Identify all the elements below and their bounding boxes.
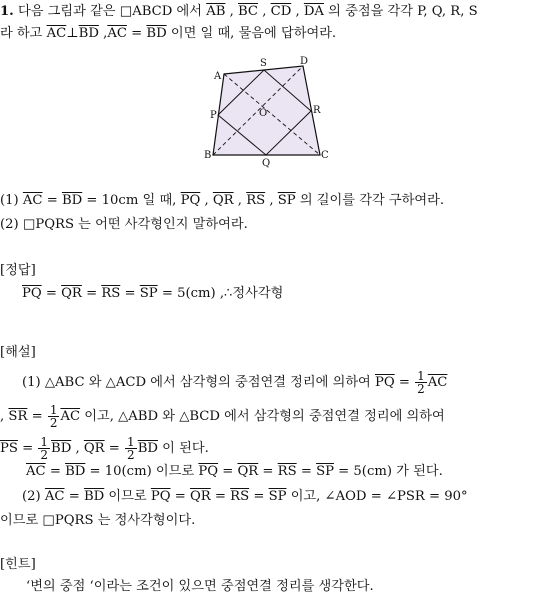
explanation-line-5: (2) $\overline{AC} = \overline{BD}$ 이므로 $\overline{PQ} = \overline{QR} = \overline{RS} = \overline{SP}$ 이고, ∠AOD = ∠PSR = 90° bbox=[22, 489, 468, 504]
exp-l4-segment-bd: $\overline{BD}$ bbox=[65, 464, 86, 479]
fraction-num-2: 1 bbox=[49, 403, 58, 417]
q1-text: = 10cm 일 때, bbox=[82, 193, 177, 208]
segment-bc: $\overline{BC}$ bbox=[238, 4, 259, 19]
label-d: D bbox=[300, 56, 309, 67]
q1-segment-pq: $\overline{PQ}$ bbox=[180, 193, 201, 208]
answer-heading: [정답] bbox=[0, 263, 36, 278]
exp-l4-text-end: = 5(cm) 가 된다. bbox=[333, 464, 443, 479]
fraction-half-2 bbox=[48, 404, 60, 429]
exp-l5-text: 이므로 bbox=[108, 489, 147, 504]
exp-l1-equals: = bbox=[394, 375, 415, 390]
q1-segment-qr: $\overline{QR}$ bbox=[212, 193, 234, 208]
segment-ab: $\overline{AB}$ bbox=[206, 4, 226, 19]
perp-symbol: ⊥ bbox=[66, 26, 79, 41]
label-p: P bbox=[210, 110, 217, 121]
explanation-line-1 bbox=[22, 370, 447, 395]
fraction-half-4 bbox=[125, 436, 137, 461]
exp-l3-segment-bd: $\overline{BD}$ bbox=[51, 441, 72, 456]
exp-l5-segment-ac: $\overline{AC}$ bbox=[44, 489, 65, 504]
segment-cd: $\overline{CD}$ bbox=[270, 4, 292, 19]
hint-heading: [힌트] bbox=[0, 557, 36, 572]
exp-l2-comma: , bbox=[0, 409, 5, 424]
problem-line-2 bbox=[0, 25, 336, 43]
exp-l5-segment-bd: $\overline{BD}$ bbox=[83, 489, 105, 504]
problem-text-2b: 이면 일 때, 물음에 답하여라. bbox=[170, 26, 337, 41]
exp-l3-segment-bd-2: $\overline{BD}$ bbox=[137, 441, 158, 456]
segment-bd-2: $\overline{BD}$ bbox=[146, 26, 167, 41]
problem-line-1: 1. 다음 그림과 같은 □ABCD 에서 $\overline{AB}$ , $\overline{BC}$ , $\overline{CD}$ , $\overline{DA}$ 의 중점을 각각 P, Q, R, S bbox=[0, 4, 478, 19]
exp-l2-segment-ac: $\overline{AC}$ bbox=[60, 409, 81, 424]
equals: = bbox=[126, 26, 147, 41]
label-r: R bbox=[313, 105, 321, 116]
hint-text: ‘변의 중점 ‘이라는 조건이 있으면 중점연결 정리를 생각한다. bbox=[26, 579, 374, 594]
fraction-num: 1 bbox=[417, 369, 425, 383]
segment-da: $\overline{DA}$ bbox=[303, 4, 324, 19]
exp-l3-segment-ps: $\overline{PS}$ bbox=[0, 441, 18, 456]
quadrilateral-figure bbox=[200, 55, 340, 170]
exp-l5-segment-sp: $\overline{SP}$ bbox=[268, 489, 287, 504]
explanation-heading: [해설] bbox=[0, 345, 36, 360]
exp-l5-segment-pq: $\overline{PQ}$ bbox=[150, 489, 171, 504]
label-s: S bbox=[260, 58, 267, 69]
problem-text-2a: 라 하고 bbox=[0, 26, 43, 41]
exp-l5-segment-qr: $\overline{QR}$ bbox=[189, 489, 211, 504]
exp-l2-text: 이고, △ABD 와 △BCD 에서 삼각형의 중점연결 정리에 의하여 bbox=[84, 409, 445, 424]
exp-l3-comma: , bbox=[71, 441, 80, 456]
q1-equals: = bbox=[42, 193, 62, 208]
exp-l4-segment-ac: $\overline{AC}$ bbox=[26, 464, 46, 479]
explanation-line-6: 이므로 □PQRS 는 정사각형이다. bbox=[0, 513, 196, 528]
exp-l3-tail: 이 된다. bbox=[162, 441, 209, 456]
segment-ac-2: $\overline{AC}$ bbox=[107, 26, 127, 41]
exp-l2-segment-sr: $\overline{SR}$ bbox=[8, 409, 28, 424]
q1-number: (1) bbox=[0, 193, 19, 208]
q1-text-end: 의 길이를 각각 구하여라. bbox=[299, 193, 445, 208]
exp-l5-number: (2) bbox=[22, 489, 41, 504]
explanation-line-4: $\overline{AC} = \overline{BD} = 10(cm)$ 이므로 $\overline{PQ} = \overline{QR} = \overline{RS} = \overline{SP} = 5(cm)$ 가 된다. bbox=[26, 464, 443, 479]
exp-l4-segment-pq: $\overline{PQ}$ bbox=[198, 464, 219, 479]
label-a: A bbox=[214, 71, 222, 82]
q1-segment-sp: $\overline{SP}$ bbox=[277, 193, 296, 208]
q1-segment-bd: $\overline{BD}$ bbox=[61, 193, 83, 208]
fraction-den: 2 bbox=[417, 382, 425, 396]
problem-text-1a: 다음 그림과 같은 □ABCD 에서 bbox=[17, 4, 202, 19]
fraction-den-4: 2 bbox=[127, 448, 135, 462]
question-1: (1) $\overline{AC} = \overline{BD} = 10cm$ 일 때, $\overline{PQ}$ , $\overline{QR}$ , $\overline{RS}$ , $\overline{SP}$ 의 길이를 각각 구하여라. bbox=[0, 193, 445, 208]
question-2: (2) □PQRS 는 어떤 사각형인지 말하여라. bbox=[0, 217, 248, 232]
answer-segment-rs: $\overline{RS}$ bbox=[101, 286, 121, 301]
exp-l5-segment-rs: $\overline{RS}$ bbox=[230, 489, 250, 504]
label-b: B bbox=[204, 150, 212, 161]
explanation-line-3: $\overline{PS}$ = $\frac{1}{2}$ $\overline{BD}$ , $\overline{QR}$ = $\frac{1}{2}$ $\overline{BD}$ 이 된다. bbox=[0, 435, 209, 462]
comma: , bbox=[98, 26, 108, 41]
exp-l4-text: = 10(cm) 이므로 bbox=[85, 464, 195, 479]
segment-bd: $\overline{BD}$ bbox=[78, 26, 99, 41]
label-q: Q bbox=[262, 158, 271, 169]
exp-l5-text-end: 이고, ∠AOD = ∠PSR = 90° bbox=[290, 489, 468, 504]
fraction-num-3: 1 bbox=[40, 435, 48, 449]
exp-l1-segment-ac: $\overline{AC}$ bbox=[427, 375, 448, 390]
answer-rest: = 5(cm) ,∴정사각형 bbox=[157, 286, 284, 301]
q1-segment-rs: $\overline{RS}$ bbox=[246, 193, 266, 208]
exp-l1-text: (1) △ABC 와 △ACD 에서 삼각형의 중점연결 정리에 의하여 bbox=[22, 375, 371, 390]
exp-l4-segment-qr: $\overline{QR}$ bbox=[237, 464, 259, 479]
exp-l1-segment-pq: $\overline{PQ}$ bbox=[375, 375, 395, 390]
fraction-num-4: 1 bbox=[127, 435, 135, 449]
explanation-line-2: , $\overline{SR}$ = $\frac{1}{2}$ $\overline{AC}$ 이고, △ABD 와 △BCD 에서 삼각형의 중점연결 정리에 의하여 bbox=[0, 403, 445, 430]
fraction-den-2: 2 bbox=[49, 416, 58, 430]
problem-number: 1. bbox=[0, 4, 14, 19]
fraction-half-3 bbox=[38, 436, 50, 461]
fraction-den-3: 2 bbox=[40, 448, 48, 462]
exp-l4-segment-rs: $\overline{RS}$ bbox=[277, 464, 297, 479]
exp-l3-segment-qr: $\overline{QR}$ bbox=[83, 441, 105, 456]
fraction-half bbox=[415, 370, 427, 395]
problem-text-1b: 의 중점을 각각 P, Q, R, S bbox=[328, 4, 478, 19]
label-o: O bbox=[259, 108, 268, 119]
segment-ac: $\overline{AC}$ bbox=[46, 26, 67, 41]
q1-segment-ac: $\overline{AC}$ bbox=[22, 193, 43, 208]
answer-segment-sp: $\overline{SP}$ bbox=[139, 286, 158, 301]
exp-l4-segment-sp: $\overline{SP}$ bbox=[316, 464, 334, 479]
answer-segment-qr: $\overline{QR}$ bbox=[61, 286, 82, 301]
label-c: C bbox=[321, 150, 329, 161]
answer-text: $\overline{PQ} = \overline{QR} = \overline{RS} = \overline{SP} = 5(cm)$ ,∴정사각형 bbox=[22, 286, 284, 301]
answer-segment-pq: $\overline{PQ}$ bbox=[22, 286, 42, 301]
